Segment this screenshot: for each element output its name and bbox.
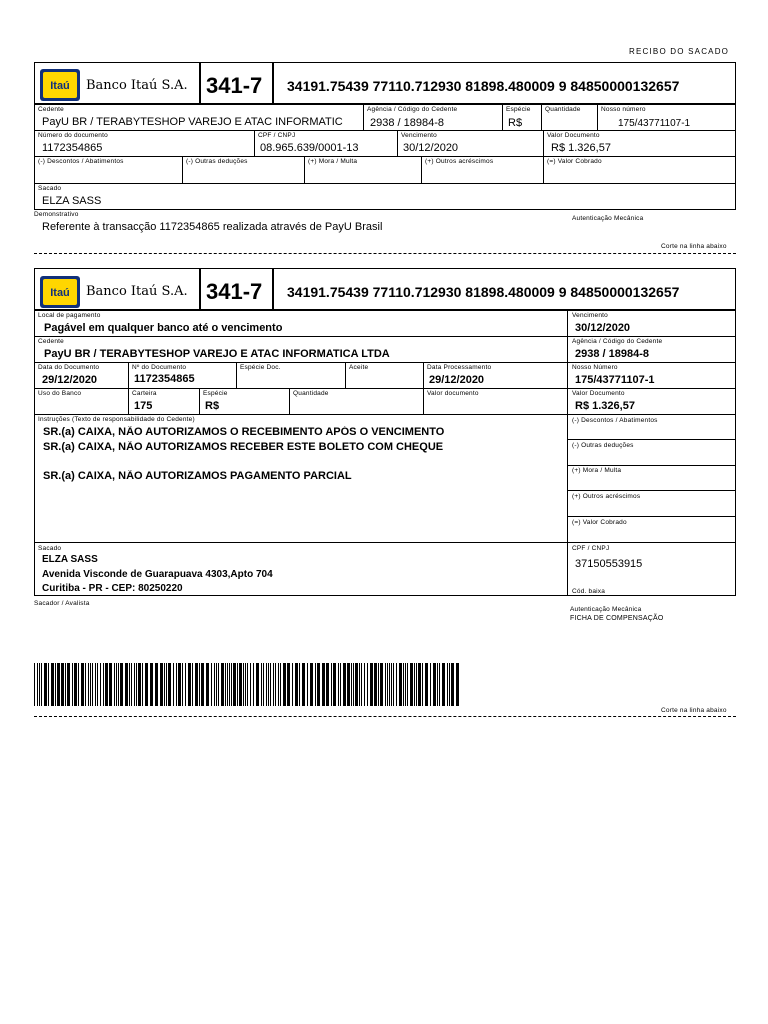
barcode-bar [72,663,73,706]
barcode-bar [374,663,377,706]
barcode-bar [396,663,397,706]
barcode-bar [88,663,89,706]
cedente-label: Cedente [38,106,64,113]
barcode-bar [315,663,316,706]
barcode-bar [229,663,230,706]
barcode-bar [333,663,336,706]
especie-doc-label: Espécie Doc. [240,364,281,371]
numero-documento-value: 1172354865 [42,142,103,154]
aceite-label: Aceite [349,364,369,371]
bank-code: 341-7 [206,73,263,98]
descontos-label: (-) Descontos / Abatimentos [38,158,124,165]
barcode-bar [233,663,236,706]
sacado-label: Sacado [38,185,62,192]
cpf-cnpj-value: 37150553915 [575,558,643,570]
barcode-bar [131,663,132,706]
barcode-bar [367,663,368,706]
agencia-value: 2938 / 18984-8 [370,117,445,129]
demonstrativo-label: Demonstrativo [34,211,79,218]
barcode-bar [456,663,459,706]
agencia-value: 2938 / 18984-8 [575,348,650,360]
barcode-bar [48,663,49,706]
receipt-title: RECIBO DO SACADO [629,47,730,56]
valor-label: Valor documento [427,390,479,397]
instrucao-line: SR.(a) CAIXA, NÃO AUTORIZAMOS RECEBER ESTE BOLETO COM CHEQUE [43,441,444,453]
barcode-bar [188,663,191,706]
sacado-city: Curitiba - PR - CEP: 80250220 [42,583,183,594]
barcode-bar [37,663,38,706]
nosso-numero-value: 175/43771107-1 [618,118,691,129]
agencia-label: Agência / Código do Cedente [367,106,458,113]
mora-multa-label: (+) Mora / Multa [308,158,358,165]
barcode-bar [34,663,35,706]
barcode-bar [57,663,60,706]
barcode-bar [391,663,392,706]
digitable-line[interactable]: 34191.75439 77110.712930 81898.480009 9 84850000132657 [287,78,680,94]
barcode-bar [160,663,163,706]
barcode-bar [105,663,108,706]
outras-deducoes-label: (-) Outras deduções [572,442,634,449]
barcode-bar [39,663,40,706]
digitable-line[interactable]: 34191.75439 77110.712930 81898.480009 9 84850000132657 [287,284,680,300]
barcode-bar [109,663,112,706]
cedente-value: PayU BR / TERABYTESHOP VAREJO E ATAC INFORMATICA LTDA [44,348,390,360]
barcode-bar [227,663,228,706]
barcode-bar [195,663,198,706]
especie-label: Espécie [203,390,228,397]
barcode-bar [142,663,143,706]
barcode-bar [292,663,293,706]
barcode-bar [287,663,290,706]
barcode-bar [387,663,388,706]
autenticacao-label: Autenticação Mecânica [570,606,642,613]
numero-documento-label: Nº do Documento [132,364,187,371]
barcode-bar [347,663,350,706]
barcode-bar [61,663,64,706]
barcode-bar [231,663,232,706]
barcode-bar [359,663,360,706]
barcode-bar [380,663,383,706]
barcode-bar [225,663,226,706]
barcode-bar [173,663,174,706]
barcode-bar [216,663,217,706]
barcode-bar [261,663,262,706]
outras-deducoes-label: (-) Outras deduções [186,158,248,165]
especie-value: R$ [508,117,523,129]
mora-multa-label: (+) Mora / Multa [572,467,622,474]
barcode-bar [355,663,358,706]
sacado-address: Avenida Visconde de Guarapuava 4303,Apto 704 [42,569,273,580]
valor-documento-value: R$ 1.326,57 [551,142,611,154]
barcode-bar [100,663,101,706]
barcode-bar [299,663,300,706]
barcode-bar [364,663,365,706]
vencimento-value: 30/12/2020 [403,142,459,154]
cedente-value: PayU BR / TERABYTESHOP VAREJO E ATAC INFORMATIC [42,116,343,128]
vencimento-label: Vencimento [572,312,608,319]
barcode-bar [278,663,279,706]
barcode-bar [90,663,91,706]
uso-banco-label: Uso do Banco [38,390,82,397]
ficha-compensacao-label: FICHA DE COMPENSAÇÃO [570,615,664,622]
cut-line [34,716,736,717]
corte-label: Corte na linha abaixo [661,243,727,250]
cedente-label: Cedente [38,338,64,345]
cod-baixa-label: Cód. baixa [572,588,606,595]
data-documento-label: Data do Documento [38,364,100,371]
barcode-bar [214,663,215,706]
barcode [34,663,464,706]
barcode-bar [250,663,251,706]
corte-label: Corte na linha abaixo [661,707,727,714]
nosso-numero-value: 175/43771107-1 [575,374,655,386]
barcode-bar [416,663,417,706]
barcode-bar [437,663,438,706]
outros-acrescimos-label: (+) Outros acréscimos [425,158,494,165]
barcode-bar [114,663,115,706]
itau-logo-text: Itaú [50,287,70,299]
barcode-bar [41,663,42,706]
barcode-bar [433,663,436,706]
barcode-bar [273,663,274,706]
barcode-bar [67,663,70,706]
data-processamento-label: Data Processamento [427,364,492,371]
barcode-bar [399,663,402,706]
barcode-bar [166,663,167,706]
barcode-bar [218,663,219,706]
barcode-bar [331,663,332,706]
itau-logo [40,69,80,101]
barcode-bar [422,663,423,706]
barcode-bar [221,663,224,706]
itau-logo-text: Itaú [50,80,70,92]
barcode-bar [370,663,373,706]
valor-cobrado-label: (=) Valor Cobrado [547,158,602,165]
bank-name: Banco Itaú S.A. [86,78,188,93]
barcode-bar [295,663,298,706]
sacado-label: Sacado [38,545,62,552]
cpf-cnpj-label: CPF / CNPJ [258,132,296,139]
barcode-bar [425,663,428,706]
barcode-bar [430,663,431,706]
local-pagamento-label: Local de pagamento [38,312,101,319]
valor-cobrado-label: (=) Valor Cobrado [572,519,627,526]
barcode-bar [310,663,313,706]
barcode-bar [283,663,286,706]
data-documento-value: 29/12/2020 [42,374,98,386]
barcode-bar [178,663,181,706]
cut-line [34,253,736,254]
barcode-bar [256,663,259,706]
barcode-bar [270,663,271,706]
local-pagamento-value: Pagável em qualquer banco até o vencimento [44,322,283,334]
barcode-bar [97,663,98,706]
instrucao-line: SR.(a) CAIXA, NÃO AUTORIZAMOS PAGAMENTO PARCIAL [43,470,352,482]
barcode-bar [353,663,354,706]
barcode-bar [266,663,267,706]
barcode-bar [65,663,66,706]
barcode-bar [103,663,104,706]
barcode-bar [280,663,281,706]
valor-documento-label: Valor Documento [572,390,625,397]
barcode-bar [351,663,352,706]
barcode-bar [211,663,212,706]
barcode-bar [449,663,450,706]
barcode-bar [185,663,186,706]
quantidade-label: Quantidade [293,390,329,397]
barcode-bar [134,663,135,706]
valor-documento-label: Valor Documento [547,132,600,139]
cpf-cnpj-label: CPF / CNPJ [572,545,610,552]
valor-documento-value: R$ 1.326,57 [575,400,635,412]
nosso-numero-label: Nosso Número [572,364,618,371]
barcode-bar [338,663,339,706]
quantidade-label: Quantidade [545,106,581,113]
barcode-bar [116,663,117,706]
barcode-bar [164,663,165,706]
barcode-bar [92,663,93,706]
barcode-bar [263,663,264,706]
data-processamento-value: 29/12/2020 [429,374,485,386]
sacado-value: ELZA SASS [42,195,102,207]
instrucao-line: SR.(a) CAIXA, NÃO AUTORIZAMOS O RECEBIMENTO APÓS O VENCIMENTO [43,426,445,438]
barcode-bar [239,663,242,706]
barcode-bar [182,663,183,706]
barcode-bar [243,663,244,706]
barcode-bar [199,663,200,706]
vencimento-label: Vencimento [401,132,437,139]
barcode-bar [206,663,209,706]
especie-label: Espécie [506,106,531,113]
barcode-bar [451,663,454,706]
autenticacao-label: Autenticação Mecânica [572,215,644,222]
nosso-numero-label: Nosso número [601,106,646,113]
barcode-bar [302,663,305,706]
outros-acrescimos-label: (+) Outros acréscimos [572,493,641,500]
barcode-bar [378,663,379,706]
barcode-bar [120,663,123,706]
sacador-label: Sacador / Avalista [34,600,90,607]
barcode-bar [343,663,346,706]
sacado-name: ELZA SASS [42,554,98,565]
barcode-bar [51,663,54,706]
barcode-bar [447,663,448,706]
barcode-bar [307,663,308,706]
cpf-cnpj-value: 08.965.639/0001-13 [260,142,359,154]
barcode-bar [442,663,445,706]
barcode-bar [168,663,171,706]
itau-logo [40,276,80,308]
bank-name: Banco Itaú S.A. [86,284,188,299]
barcode-bar [85,663,86,706]
barcode-bar [418,663,421,706]
barcode-bar [55,663,56,706]
vencimento-value: 30/12/2020 [575,322,631,334]
barcode-bar [125,663,128,706]
barcode-bar [145,663,148,706]
barcode-bar [268,663,269,706]
barcode-bar [118,663,119,706]
agencia-label: Agência / Código do Cedente [572,338,663,345]
barcode-bar [361,663,362,706]
barcode-bar [414,663,415,706]
barcode-bar [403,663,404,706]
numero-documento-label: Número do documento [38,132,108,139]
bank-code: 341-7 [206,279,263,304]
barcode-bar [81,663,84,706]
demonstrativo-value: Referente à transacção 1172354865 realizada através de PayU Brasil [42,221,383,233]
barcode-bar [340,663,341,706]
barcode-bar [405,663,406,706]
barcode-bar [155,663,158,706]
barcode-bar [201,663,204,706]
numero-documento-value: 1172354865 [134,373,195,385]
barcode-bar [176,663,177,706]
barcode-bar [275,663,276,706]
barcode-bar [410,663,413,706]
descontos-label: (-) Descontos / Abatimentos [572,417,658,424]
barcode-bar [95,663,96,706]
especie-value: R$ [205,400,220,412]
barcode-bar [136,663,137,706]
barcode-bar [74,663,77,706]
barcode-bar [322,663,325,706]
barcode-bar [253,663,254,706]
barcode-bar [407,663,408,706]
instrucoes-label: Instruções (Texto de responsabilidade do Cedente) [38,416,195,423]
carteira-value: 175 [134,400,153,412]
barcode-bar [150,663,153,706]
barcode-bar [317,663,320,706]
barcode-bar [326,663,329,706]
barcode-bar [44,663,47,706]
barcode-bar [393,663,394,706]
barcode-bar [78,663,79,706]
barcode-bar [385,663,386,706]
barcode-bar [237,663,238,706]
barcode-bar [192,663,193,706]
carteira-label: Carteira [132,390,157,397]
barcode-bar [245,663,246,706]
barcode-bar [439,663,440,706]
barcode-bar [138,663,141,706]
barcode-bar [389,663,390,706]
barcode-bar [247,663,248,706]
barcode-bar [129,663,130,706]
